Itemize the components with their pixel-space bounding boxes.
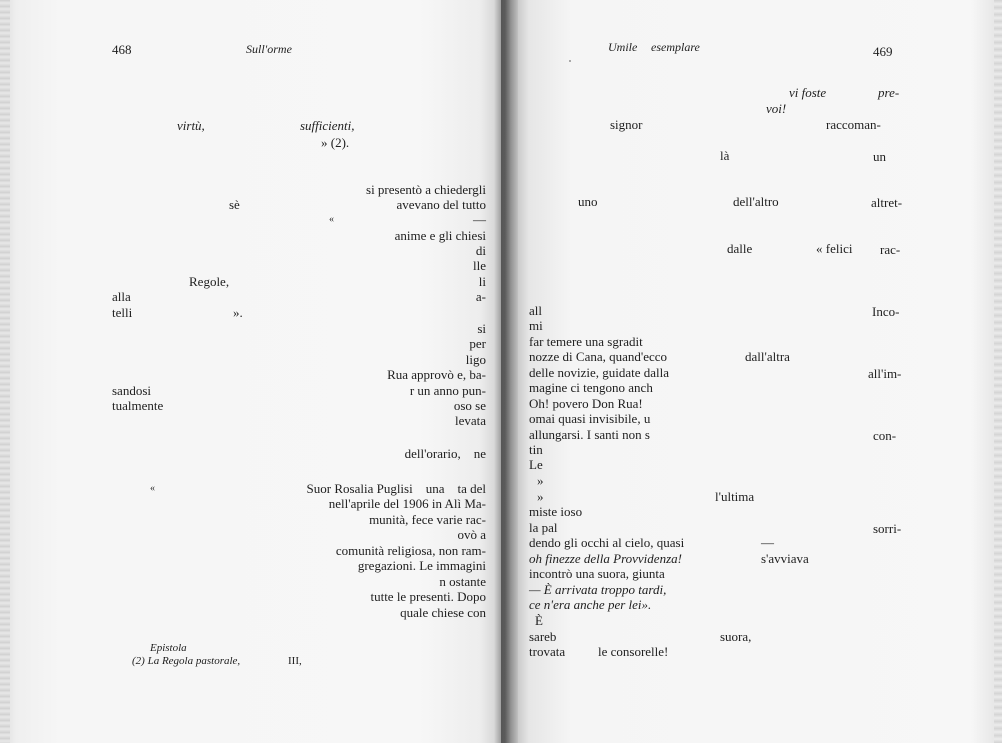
- text-line: dell'orario, ne: [404, 446, 486, 461]
- text-line: Suor Rosalia Puglisi una ta del: [306, 481, 486, 496]
- text-line: per: [469, 336, 486, 351]
- text-line: altret-: [871, 195, 903, 210]
- text-line: munità, fece varie rac-: [369, 512, 486, 527]
- text-line: alla: [112, 289, 131, 304]
- text-line: È: [535, 613, 543, 628]
- text-line: tin: [529, 442, 543, 457]
- text-line: li: [478, 274, 486, 289]
- text-line: all: [529, 303, 542, 318]
- text-line: ».: [233, 305, 243, 320]
- text-line: si presentò a chiedergli: [366, 182, 486, 197]
- text-line: »: [537, 473, 544, 488]
- text-line: pre-: [878, 85, 900, 100]
- text-line: «: [150, 483, 155, 494]
- footnote: (2) La Regola pastorale,: [132, 655, 241, 667]
- right-page-number: 469: [873, 44, 893, 59]
- text-line: miste ioso: [529, 504, 583, 519]
- text-line: voi!: [766, 101, 787, 116]
- right-running-head-a: Umile: [608, 40, 638, 54]
- book-gutter: [494, 0, 518, 743]
- footnote: III,: [288, 655, 302, 667]
- text-line: magine ci tengono anch: [529, 380, 653, 395]
- text-line: un: [873, 149, 886, 164]
- text-line: Oh! povero Don Rua!: [529, 396, 643, 411]
- text-line: comunità religiosa, non ram-: [335, 543, 486, 558]
- text-line: Regole,: [189, 274, 230, 289]
- text-line: anime e gli chiesi: [394, 228, 486, 243]
- text-line: signor: [610, 117, 643, 132]
- text-line: le consorelle!: [598, 644, 669, 659]
- text-line: trovata: [529, 644, 566, 659]
- text-line: r un anno pun-: [409, 383, 486, 398]
- text-line: omai quasi invisibile, u: [529, 411, 651, 426]
- text-line: dell'altro: [733, 194, 779, 209]
- text-line: oh finezze della Provvidenza!: [529, 551, 682, 566]
- text-line: sareb: [529, 629, 557, 644]
- text-line: mi: [529, 318, 543, 333]
- text-line: avevano del tutto: [396, 197, 486, 212]
- speck: [569, 60, 571, 62]
- text-line: nozze di Cana, quand'ecco: [529, 349, 668, 364]
- text-line: « felici: [816, 241, 853, 256]
- text-line: delle novizie, guidate dalla: [529, 365, 670, 380]
- text-line: ligo: [465, 352, 486, 367]
- text-line: nell'aprile del 1906 in Alì Ma-: [328, 496, 486, 511]
- text-line: si: [477, 321, 486, 336]
- text-line: virtù,: [177, 118, 205, 133]
- text-line: Le: [529, 457, 543, 472]
- text-line: tutte le presenti. Dopo: [370, 589, 486, 604]
- text-line: n ostante: [439, 574, 486, 589]
- text-line: vi foste: [789, 85, 827, 100]
- left-page-number: 468: [112, 42, 132, 57]
- text-line: —: [473, 212, 486, 227]
- text-line: a-: [475, 289, 486, 304]
- text-line: sè: [229, 197, 240, 212]
- text-line: »: [537, 489, 544, 504]
- text-line: rac-: [880, 242, 901, 257]
- text-line: la pal: [529, 520, 558, 535]
- text-line: lle: [473, 258, 486, 273]
- text-line: sandosi: [112, 383, 151, 398]
- text-line: all'im-: [868, 366, 902, 381]
- text-line: dall'altra: [745, 349, 790, 364]
- text-line: uno: [578, 194, 598, 209]
- text-line: gregazioni. Le immagini: [357, 558, 486, 573]
- text-line: Inco-: [872, 304, 900, 319]
- text-line: levata: [454, 413, 486, 428]
- text-line: far temere una sgradit: [529, 334, 643, 349]
- text-line: ovò a: [457, 527, 486, 542]
- right-running-head-b: esemplare: [651, 40, 700, 54]
- right-page: [501, 0, 1002, 743]
- text-line: «: [329, 214, 334, 225]
- text-line: là: [720, 148, 730, 163]
- text-line: sorri-: [873, 521, 902, 536]
- text-line: oso se: [453, 398, 486, 413]
- text-line: dalle: [727, 241, 753, 256]
- text-line: allungarsi. I santi non s: [529, 427, 650, 442]
- right-page-edge: [994, 0, 1002, 743]
- text-line: quale chiese con: [400, 605, 486, 620]
- text-line: dendo gli occhi al cielo, quasi: [529, 535, 685, 550]
- text-line: tualmente: [112, 398, 164, 413]
- text-line: ce n'era anche per lei».: [529, 597, 652, 612]
- text-line: raccoman-: [826, 117, 881, 132]
- text-line: — È arrivata troppo tardi,: [529, 582, 667, 597]
- text-line: di: [475, 243, 486, 258]
- text-line: s'avviava: [761, 551, 809, 566]
- text-line: telli: [112, 305, 133, 320]
- left-page-edge: [0, 0, 10, 743]
- text-line: suora,: [720, 629, 752, 644]
- text-line: —: [761, 535, 774, 550]
- text-line: » (2).: [321, 135, 350, 150]
- text-line: con-: [873, 428, 897, 443]
- left-running-head: Sull'orme: [246, 42, 292, 56]
- text-line: l'ultima: [715, 489, 755, 504]
- text-line: sufficienti,: [300, 118, 355, 133]
- text-line: Rua approvò e, ba-: [387, 367, 486, 382]
- text-line: incontrò una suora, giunta: [529, 566, 665, 581]
- footnote: Epistola: [150, 642, 187, 654]
